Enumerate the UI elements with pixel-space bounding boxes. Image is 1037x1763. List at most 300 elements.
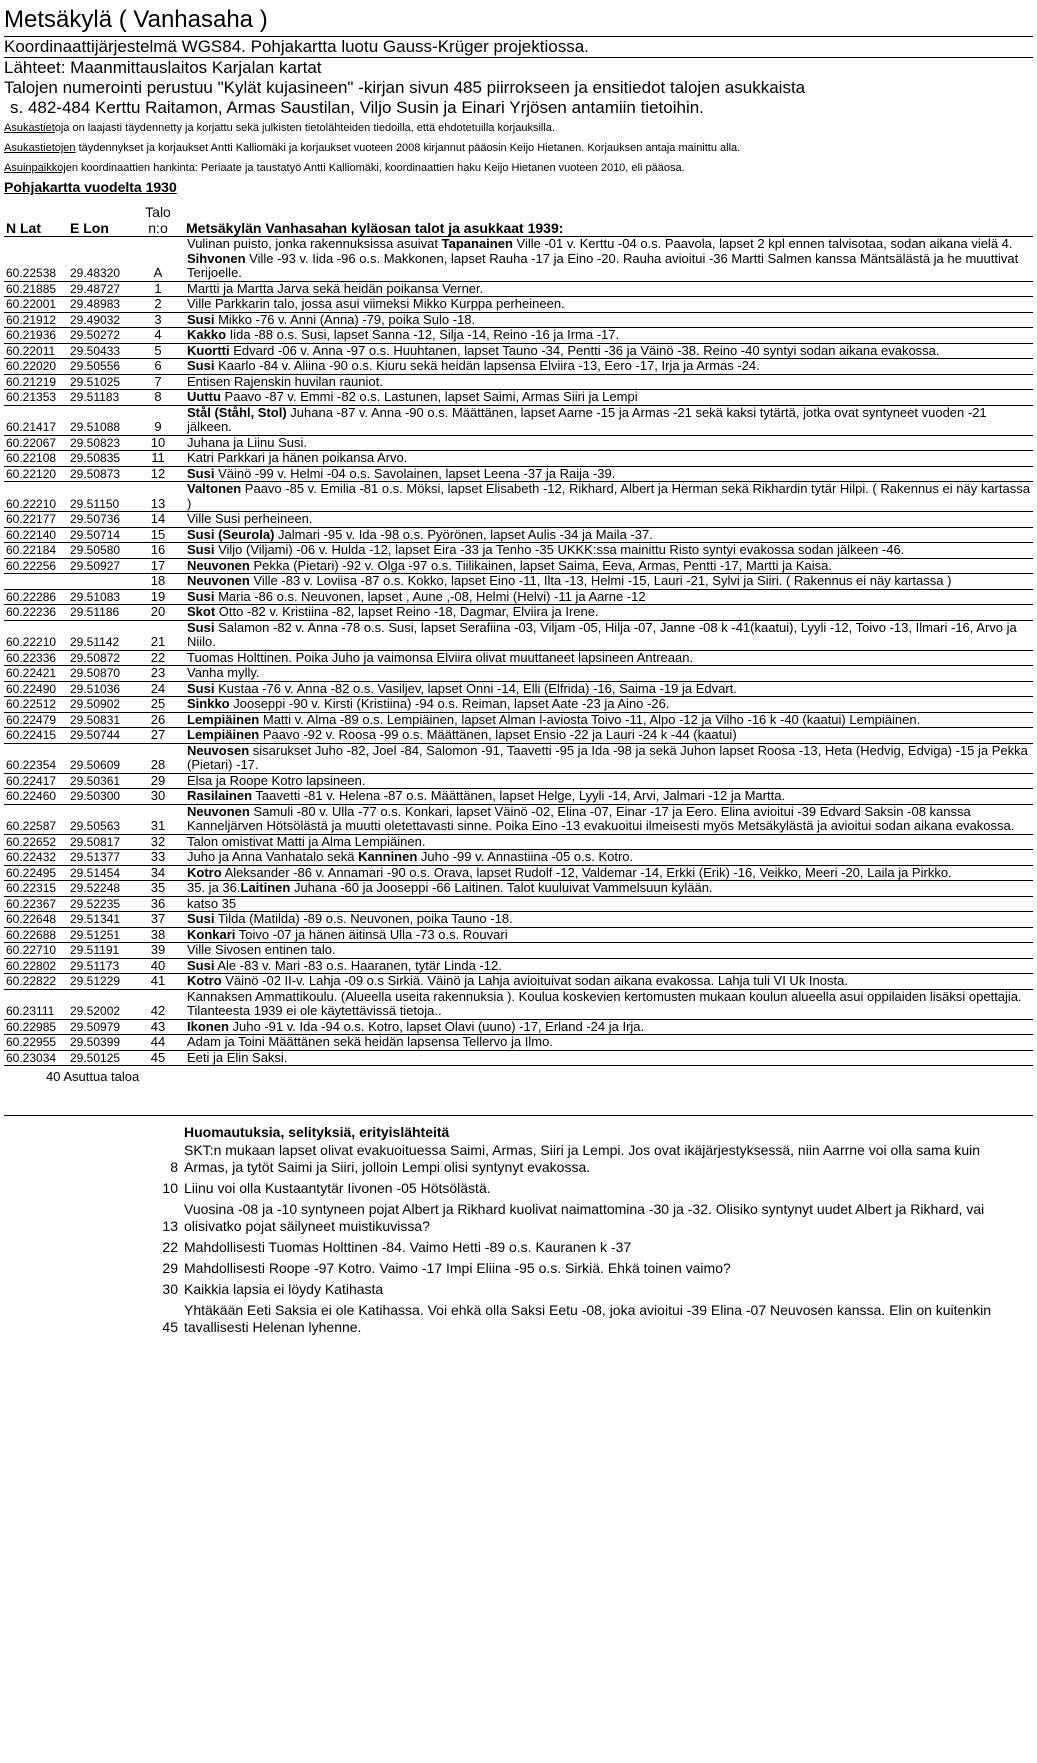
note-text: Liinu voi olla Kustaantytär Iivonen -05 Hötsölästä. <box>184 1179 491 1196</box>
cell-residents <box>184 666 1033 682</box>
table-row <box>4 865 1033 881</box>
resident-text: Juho -91 v. Ida -94 o.s. Kotro, lapset Olavi (uuno) -17, Erland -24 ja Irja. <box>228 1018 645 1034</box>
cell-house-no: 4 <box>132 328 184 344</box>
resident-text: Pekka (Pietari) -92 v. Olga -97 o.s. Tiilikainen, lapset Saima, Eeva, Armas, Pentti -17, Martti ja Kaisa. <box>249 557 832 573</box>
cell-residents <box>184 281 1033 297</box>
cell-house-no: 9 <box>132 405 184 435</box>
table-row <box>4 312 1033 328</box>
family-name: Susi <box>187 542 215 557</box>
family-name: Susi <box>187 358 215 373</box>
family-name: Susi <box>187 465 215 481</box>
cell-lat: 60.22001 <box>4 297 68 313</box>
cell-house-no: 24 <box>132 681 184 697</box>
cell-house-no: 43 <box>132 1019 184 1035</box>
cell-house-no: 37 <box>132 912 184 928</box>
cell-residents <box>184 896 1033 912</box>
table-row <box>4 927 1033 943</box>
cell-house-no: 5 <box>132 343 184 359</box>
cell-lat: 60.22140 <box>4 527 68 543</box>
cell-house-no: 44 <box>132 1035 184 1051</box>
cell-residents <box>184 850 1033 866</box>
resident-text: Adam ja Toini Määttänen sekä heidän lapsensa Tellervo ja Ilmo. <box>187 1034 553 1049</box>
cell-residents <box>184 728 1033 744</box>
family-name: Uuttu <box>187 389 221 404</box>
table-row <box>4 589 1033 605</box>
table-row <box>4 466 1033 482</box>
resident-text: 35. ja 36. <box>187 880 241 895</box>
cell-house-no: 14 <box>132 512 184 528</box>
table-row <box>4 834 1033 850</box>
cell-house-no: A <box>132 237 184 282</box>
cell-lon: 29.50823 <box>68 435 132 451</box>
cell-house-no: 30 <box>132 789 184 805</box>
resident-text: Viljo (Viljami) -06 v. Hulda -12, lapset Eira -33 ja Tenho -35 UKKK:ssa mainittu Risto syntyi evakossa sodan jälkeen -46. <box>214 542 905 557</box>
cell-lat <box>4 574 68 590</box>
family-name: Sinkko <box>187 696 230 711</box>
cell-house-no: 27 <box>132 728 184 744</box>
cell-lon: 29.50361 <box>68 773 132 789</box>
cell-lon: 29.51183 <box>68 390 132 406</box>
note-item <box>162 1301 1033 1336</box>
resident-text: Entisen Rajenskin huvilan rauniot. <box>187 373 383 389</box>
cell-residents <box>184 343 1033 359</box>
note-house-no: 13 <box>162 1217 178 1234</box>
cell-house-no: 2 <box>132 297 184 313</box>
note-item <box>162 1179 1033 1197</box>
cell-lat: 60.21912 <box>4 312 68 328</box>
cell-lat: 60.22490 <box>4 681 68 697</box>
note-text: Vuosina -08 ja -10 syntyneen pojat Albert ja Rikhard kuolivat naimattomina -30 ja -32. Olisiko syntynyt uudet Albert ja Rikhard, vai olisivatko pojat säilyneet muistikuvissa? <box>184 1200 985 1234</box>
table-row <box>4 390 1033 406</box>
cell-residents <box>184 989 1033 1019</box>
cell-house-no: 3 <box>132 312 184 328</box>
table-row <box>4 958 1033 974</box>
notes-section <box>162 1123 1033 1336</box>
resident-text: Edvard -06 v. Anna -97 o.s. Huuhtanen, lapset Tauno -34, Pentti -36 ja Väinö -38. Reino -40 syntyi sodan aikana evakossa. <box>229 342 940 358</box>
family-name: Stål (Ståhl, Stol) <box>187 404 287 420</box>
cell-lon: 29.52248 <box>68 881 132 897</box>
cell-lon: 29.52235 <box>68 896 132 912</box>
cell-house-no: 7 <box>132 374 184 390</box>
cell-lon: 29.51377 <box>68 850 132 866</box>
table-row <box>4 543 1033 559</box>
cell-house-no: 31 <box>132 804 184 834</box>
resident-text: Paavo -85 v. Emilia -81 o.s. Möksi, lapset Elisabeth -12, Rikhard, Albert ja Herman sekä Rikhardin tytär Hilpi. ( Rakennus ei näy kartassa ) <box>187 481 1030 511</box>
cell-lon: 29.50979 <box>68 1019 132 1035</box>
cell-house-no: 23 <box>132 666 184 682</box>
cell-residents <box>184 527 1033 543</box>
cell-lat: 60.22336 <box>4 650 68 666</box>
note-text: Mahdollisesti Tuomas Holttinen -84. Vaimo Hetti -89 o.s. Kauranen k -37 <box>184 1238 632 1255</box>
cell-house-no: 38 <box>132 927 184 943</box>
cell-house-no: 42 <box>132 989 184 1019</box>
cell-lon: 29.50272 <box>68 328 132 344</box>
cell-house-no: 39 <box>132 943 184 959</box>
resident-text: Samuli -80 v. Ulla -77 o.s. Konkari, lapset Väinö -02, Elina -07, Einar -17 ja Eero. Elina avioitui -39 Edvard Saksin -08 kanssa Kanneljärven Hötsölästä ja muutti oletettavasti sinne. Poika Eino -13 evakuoitui ilmeisesti myös Metsäkylästä ja avioitui sodan aikana evakossa. <box>187 803 1015 833</box>
table-row <box>4 697 1033 713</box>
cell-lon: 29.48983 <box>68 297 132 313</box>
resident-text: katso 35 <box>187 895 237 911</box>
cell-residents <box>184 912 1033 928</box>
cell-residents <box>184 927 1033 943</box>
cell-house-no: 11 <box>132 451 184 467</box>
resident-text: Katri Parkkari ja hänen poikansa Arvo. <box>187 450 408 465</box>
col-header-lat: N Lat <box>4 204 68 237</box>
info-line <box>4 138 1033 158</box>
cell-residents <box>184 605 1033 621</box>
note-house-no: 10 <box>162 1179 178 1196</box>
cell-lat: 60.22417 <box>4 773 68 789</box>
cell-lon <box>68 574 132 590</box>
header-line: Koordinaattijärjestelmä WGS84. Pohjakartta luotu Gauss-Krüger projektiossa. <box>4 37 589 56</box>
cell-residents <box>184 543 1033 559</box>
cell-residents <box>184 804 1033 834</box>
cell-residents <box>184 650 1033 666</box>
cell-lat: 60.22210 <box>4 620 68 650</box>
family-name: Susi <box>187 957 215 973</box>
resident-text: Juhana ja Liinu Susi. <box>187 434 307 450</box>
cell-lat: 60.23111 <box>4 989 68 1019</box>
note-item <box>162 1238 1033 1256</box>
table-row <box>4 974 1033 990</box>
resident-text: Juho -99 v. Annastiina -05 o.s. Kotro. <box>417 849 634 864</box>
family-name: Susi (Seurola) <box>187 526 275 542</box>
table-row <box>4 943 1033 959</box>
resident-text: Martti ja Martta Jarva sekä heidän poikansa Verner. <box>187 280 484 296</box>
cell-house-no: 16 <box>132 543 184 559</box>
family-name: Lempiäinen <box>187 711 260 727</box>
table-row <box>4 850 1033 866</box>
notes-divider <box>4 1115 1033 1116</box>
cell-lat: 60.22955 <box>4 1035 68 1051</box>
cell-lat: 60.22512 <box>4 697 68 713</box>
cell-lat: 60.22011 <box>4 343 68 359</box>
cell-lon: 29.50831 <box>68 712 132 728</box>
cell-lat: 60.21936 <box>4 328 68 344</box>
resident-text: Jooseppi -90 v. Kirsti (Kristiina) -94 o.s. Reiman, lapset Aate -23 ja Aino -26. <box>229 696 670 711</box>
table-row <box>4 343 1033 359</box>
resident-text: Ville -01 v. Kerttu -04 o.s. Paavola, lapset 2 kpl ennen talvisotaa, sodan aikana vielä 4. <box>512 236 1013 251</box>
col-header-lon: E Lon <box>68 204 132 237</box>
cell-residents <box>184 297 1033 313</box>
table-row <box>4 328 1033 344</box>
cell-lat: 60.22710 <box>4 943 68 959</box>
cell-lat: 60.22652 <box>4 834 68 850</box>
table-row <box>4 527 1033 543</box>
cell-residents <box>184 405 1033 435</box>
info-line <box>4 158 1033 178</box>
resident-text: Toivo -07 ja hänen äitinsä Ulla -73 o.s. Rouvari <box>235 926 508 942</box>
cell-lon: 29.51229 <box>68 974 132 990</box>
cell-house-no: 15 <box>132 527 184 543</box>
cell-residents <box>184 881 1033 897</box>
note-text: Yhtäkään Eeti Saksia ei ole Katihassa. Voi ehkä olla Saksi Eetu -08, joka avioitui -39 Elina -07 Neuvosen kanssa. Elin on kuitenkin tavallisesti Helenan lyhenne. <box>184 1301 992 1335</box>
cell-house-no: 21 <box>132 620 184 650</box>
table-row <box>4 359 1033 375</box>
family-name: Valtonen <box>187 481 242 496</box>
cell-lat: 60.22256 <box>4 558 68 574</box>
cell-residents <box>184 435 1033 451</box>
resident-text: Jalmari -95 v. Ida -98 o.s. Pyörönen, lapset Aulis -34 ja Maila -37. <box>274 526 653 542</box>
table-row <box>4 1019 1033 1035</box>
family-name: Susi <box>187 911 215 926</box>
cell-house-no: 41 <box>132 974 184 990</box>
table-header-row <box>4 204 1033 237</box>
table-row <box>4 681 1033 697</box>
cell-lon: 29.50736 <box>68 512 132 528</box>
resident-text: Kaarlo -84 v. Aliina -90 o.s. Kiuru sekä heidän lapsensa Elviira -13, Eero -17, Irja ja Armas -24. <box>214 358 760 373</box>
family-name: Kanninen <box>358 849 418 864</box>
note-text: Mahdollisesti Roope -97 Kotro. Vaimo -17 Impi Eliina -95 o.s. Sirkiä. Ehkä toinen vaimo? <box>184 1259 731 1276</box>
resident-text: Ville -83 v. Loviisa -87 o.s. Kokko, lapset Eino -11, Ilta -13, Helmi -15, Lauri -21, Sylvi ja Siiri. ( Rakennus ei näy kartassa ) <box>249 573 952 588</box>
resident-text: Kannaksen Ammattikoulu. (Alueella useita rakennuksia ). Koulua koskevien kertomusten mukaan koulun alueella asui oppilaiden lisäksi opettajia. Tilanteesta 1939 ei ole käytettävissä tietoja.. <box>187 988 1022 1018</box>
info-line-underlined: Asukastietojen <box>4 142 76 154</box>
cell-lat: 60.22184 <box>4 543 68 559</box>
resident-text: Eeti ja Elin Saksi. <box>187 1049 288 1065</box>
resident-text: Väinö -02 II-v. Lahja -09 o.s Sirkiä. Väinö ja Lahja avioituivat sodan aikana evakossa. Lahja tuli VI Uk Inosta. <box>221 973 848 988</box>
cell-lon: 29.51341 <box>68 912 132 928</box>
table-row <box>4 451 1033 467</box>
table-row <box>4 620 1033 650</box>
table-row <box>4 482 1033 512</box>
cell-lat: 60.22802 <box>4 958 68 974</box>
table-row <box>4 512 1033 528</box>
cell-lat: 60.22367 <box>4 896 68 912</box>
cell-lat: 60.22495 <box>4 865 68 881</box>
cell-lon: 29.50744 <box>68 728 132 744</box>
cell-lat: 60.22020 <box>4 359 68 375</box>
page-title: Metsäkylä ( Vanhasaha ) <box>4 6 268 33</box>
houses-table-body <box>4 237 1033 1085</box>
cell-residents <box>184 466 1033 482</box>
cell-house-no: 22 <box>132 650 184 666</box>
table-row <box>4 789 1033 805</box>
cell-lon: 29.50873 <box>68 466 132 482</box>
family-name: Neuvonen <box>187 557 250 573</box>
cell-residents <box>184 789 1033 805</box>
info-line-underlined: Asukastiet <box>4 122 55 134</box>
family-name: Susi <box>187 311 215 327</box>
note-house-no: 22 <box>162 1238 178 1255</box>
table-row <box>4 1050 1033 1066</box>
cell-lat: 60.22587 <box>4 804 68 834</box>
cell-house-no: 35 <box>132 881 184 897</box>
info-line <box>4 118 1033 138</box>
cell-residents <box>184 512 1033 528</box>
cell-residents <box>184 390 1033 406</box>
cell-house-no: 10 <box>132 435 184 451</box>
family-name: Rasilainen <box>187 788 253 803</box>
cell-lat: 60.22822 <box>4 974 68 990</box>
note-house-no: 45 <box>162 1318 178 1335</box>
family-name: Kotro <box>187 864 222 880</box>
info-line-underlined: Asuinpaikkoj <box>4 162 66 174</box>
cell-lon: 29.50927 <box>68 558 132 574</box>
cell-lat: 60.22236 <box>4 605 68 621</box>
cell-lon: 29.50714 <box>68 527 132 543</box>
cell-lon: 29.50399 <box>68 1035 132 1051</box>
notes-title: Huomautuksia, selityksiä, erityislähteitä <box>184 1123 450 1140</box>
resident-text: Kustaa -76 v. Anna -82 o.s. Vasiljev, lapset Onni -14, Elli (Elfrida) -16, Saima -19 ja Edvart. <box>214 680 737 696</box>
cell-lon: 29.48320 <box>68 237 132 282</box>
cell-residents <box>184 574 1033 590</box>
table-row <box>4 1035 1033 1051</box>
table-row <box>4 435 1033 451</box>
info-line-rest: täydennykset ja korjaukset Antti Kalliomäki ja korjaukset vuoteen 2008 kirjannut pääosin Keijo Hietanen. Korjauksen antaja mainittu alla. <box>75 142 741 154</box>
family-name: Susi <box>187 588 215 604</box>
cell-lat: 60.22286 <box>4 589 68 605</box>
cell-house-no: 26 <box>132 712 184 728</box>
cell-lon: 29.51083 <box>68 589 132 605</box>
cell-house-no: 19 <box>132 589 184 605</box>
resident-text: Vulinan puisto, jonka rakennuksissa asuivat <box>187 236 442 251</box>
family-name: Tapanainen <box>441 236 513 251</box>
cell-residents <box>184 712 1033 728</box>
resident-text: Maria -86 o.s. Neuvonen, lapset , Aune ,-08, Helmi (Helvi) -11 ja Aarne -12 <box>214 588 646 604</box>
cell-lat: 60.22108 <box>4 451 68 467</box>
family-name: Ikonen <box>187 1018 229 1034</box>
resident-text: Iida -88 o.s. Susi, lapset Sanna -12, Silja -14, Reino -16 ja Irma -17. <box>226 327 620 342</box>
family-name: Neuvonen <box>187 803 250 819</box>
cell-residents <box>184 1035 1033 1051</box>
resident-text: Taavetti -81 v. Helena -87 o.s. Määttänen, lapset Helge, Lyyli -14, Arvi, Jalmari -12 ja Martta. <box>252 788 786 803</box>
resident-text: Ville Sivosen entinen talo. <box>187 942 336 957</box>
header-line: s. 482-484 Kerttu Raitamon, Armas Saustilan, Viljo Susin ja Einari Yrjösen antamiin tietoihin. <box>10 98 704 117</box>
table-row <box>4 281 1033 297</box>
family-name: Skot <box>187 604 216 619</box>
cell-house-no: 13 <box>132 482 184 512</box>
family-name: Neuvonen <box>187 573 250 588</box>
cell-lat: 60.22415 <box>4 728 68 744</box>
resident-text: Paavo -87 v. Emmi -82 o.s. Lastunen, lapset Saimi, Armas Siiri ja Lempi <box>220 389 638 404</box>
resident-text: Mikko -76 v. Anni (Anna) -79, poika Sulo -18. <box>214 311 476 327</box>
table-row <box>4 374 1033 390</box>
resident-text: Salamon -82 v. Anna -78 o.s. Susi, lapset Serafiina -03, Viljam -05, Hilja -07, Janne -08 k -41(kaatui), Lyyli -12, Toivo -13, Ilmari -16, Arvo ja Niilo. <box>187 619 1017 649</box>
cell-house-no: 28 <box>132 743 184 773</box>
cell-house-no: 12 <box>132 466 184 482</box>
cell-lat: 60.22985 <box>4 1019 68 1035</box>
family-name: Sihvonen <box>187 250 246 266</box>
cell-lon: 29.50580 <box>68 543 132 559</box>
cell-lon: 29.50125 <box>68 1050 132 1066</box>
cell-house-no: 33 <box>132 850 184 866</box>
family-name: Kotro <box>187 973 222 988</box>
cell-lon: 29.51150 <box>68 482 132 512</box>
cell-lon: 29.51088 <box>68 405 132 435</box>
cell-residents <box>184 589 1033 605</box>
resident-text: Talon omistivat Matti ja Alma Lempiäinen. <box>187 833 426 849</box>
cell-lon: 29.51173 <box>68 958 132 974</box>
table-row <box>4 804 1033 834</box>
cell-house-no: 8 <box>132 390 184 406</box>
resident-text: Väinö -99 v. Helmi -04 o.s. Savolainen, lapset Leena -37 ja Raija -39. <box>214 465 616 481</box>
cell-residents <box>184 237 1033 282</box>
note-text: SKT:n mukaan lapset olivat evakuoituessa Saimi, Armas, Siiri ja Lempi. Jos ovat ikäjärjestyksessä, niin Aarrne voi olla sama kuin Armas, ja tytöt Saimi ja Siiri, jolloin Lempi olisi syntynyt evakossa. <box>184 1141 981 1175</box>
resident-text: Juho ja Anna Vanhatalo sekä <box>187 849 359 864</box>
table-row <box>4 297 1033 313</box>
header-line: Lähteet: Maanmittauslaitos Karjalan kartat <box>4 58 322 77</box>
family-name: Susi <box>187 680 215 696</box>
cell-lat: 60.22177 <box>4 512 68 528</box>
cell-lat: 60.22538 <box>4 237 68 282</box>
table-row <box>4 237 1033 282</box>
resident-text: Tuomas Holttinen. Poika Juho ja vaimonsa Elviira olivat muuttaneet lapsineen Antreaan. <box>187 649 694 665</box>
note-text: Kaikkia lapsia ei löydy Katihasta <box>184 1280 384 1297</box>
note-house-no: 30 <box>162 1280 178 1297</box>
resident-text: Aleksander -86 v. Annamari -90 o.s. Orava, lapset Rudolf -12, Valdemar -14, Erkki (Erik) -16, Veikko, Meeri -20, Laila ja Pirkko. <box>221 864 952 880</box>
family-name: Susi <box>187 619 215 635</box>
cell-lon: 29.51036 <box>68 681 132 697</box>
cell-house-no: 36 <box>132 896 184 912</box>
cell-house-no: 40 <box>132 958 184 974</box>
cell-lat: 60.22210 <box>4 482 68 512</box>
cell-lon: 29.50870 <box>68 666 132 682</box>
cell-lon: 29.50902 <box>68 697 132 713</box>
cell-lon: 29.50835 <box>68 451 132 467</box>
cell-lat: 60.22432 <box>4 850 68 866</box>
cell-lon: 29.48727 <box>68 281 132 297</box>
cell-residents <box>184 1019 1033 1035</box>
cell-house-no: 6 <box>132 359 184 375</box>
cell-residents <box>184 943 1033 959</box>
header-line: Talojen numerointi perustuu "Kylät kujasineen" -kirjan sivun 485 piirrokseen ja ensitiedot talojen asukkaista <box>4 78 806 97</box>
cell-house-no: 45 <box>132 1050 184 1066</box>
cell-residents <box>184 558 1033 574</box>
family-name: Laitinen <box>240 880 291 895</box>
cell-lat: 60.21417 <box>4 405 68 435</box>
notes-list <box>162 1141 1033 1336</box>
cell-residents <box>184 312 1033 328</box>
table-row <box>4 574 1033 590</box>
info-line-rest: en koordinaattien hankinta: Periaate ja taustatyö Antti Kalliomäki, koordinaattien haku Keijo Hietanen vuoteen 2010, eli pääosa. <box>65 162 685 174</box>
family-name: Kakko <box>187 327 227 342</box>
resident-text: sisarukset Juho -82, Joel -84, Salomon -91, Taavetti -95 ja Ida -98 ja sekä Juhon lapset Roosa -13, Heta (Hedvig, Edviga) -15 ja Pekka (Pietari) -17. <box>187 742 1028 772</box>
cell-residents <box>184 834 1033 850</box>
cell-lat: 60.21353 <box>4 390 68 406</box>
resident-text: Ville Parkkarin talo, jossa asui viimeksi Mikko Kurppa perheineen. <box>187 296 565 311</box>
cell-house-no: 32 <box>132 834 184 850</box>
resident-text: Matti v. Alma -89 o.s. Lempiäinen, lapset Alman l-aviosta Toivo -11, Alpo -12 ja Vilho -16 k -40 (kaatui) Lempiäinen. <box>259 711 921 727</box>
resident-text: Elsa ja Roope Kotro lapsineen. <box>187 772 366 788</box>
cell-lon: 29.50817 <box>68 834 132 850</box>
table-row <box>4 773 1033 789</box>
cell-lon: 29.50609 <box>68 743 132 773</box>
note-item <box>162 1200 1033 1235</box>
note-item <box>170 1141 1033 1176</box>
cell-lon: 29.51454 <box>68 865 132 881</box>
table-row <box>4 728 1033 744</box>
cell-lon: 29.50872 <box>68 650 132 666</box>
resident-text: Otto -82 v. Kristiina -82, lapset Reino -18, Dagmar, Elviira ja Irene. <box>215 604 599 619</box>
cell-lat: 60.22460 <box>4 789 68 805</box>
cell-residents <box>184 697 1033 713</box>
cell-house-no: 25 <box>132 697 184 713</box>
family-name: Lempiäinen <box>187 727 260 742</box>
info-line-rest: oja on laajasti täydennetty ja korjattu sekä julkisten tietolähteiden tiedoilla, että ehdotetuilla korjauksilla. <box>54 122 555 134</box>
cell-residents <box>184 451 1033 467</box>
cell-house-no: 18 <box>132 574 184 590</box>
cell-lat: 60.22688 <box>4 927 68 943</box>
table-row <box>4 881 1033 897</box>
cell-residents <box>184 359 1033 375</box>
cell-lon: 29.51191 <box>68 943 132 959</box>
cell-lat: 60.21219 <box>4 374 68 390</box>
inhabited-count: 40 Asuttua taloa <box>46 1069 140 1084</box>
base-map-label: Pohjakartta vuodelta 1930 <box>4 179 177 195</box>
resident-text: Ville -93 v. Iida -96 o.s. Makkonen, lapset Rauha -17 ja Eino -20. Rauha avioitui -36 Martti Salmen kanssa Mäntsälästä ja he muuttivat Terijoelle. <box>187 250 1019 280</box>
cell-residents <box>184 374 1033 390</box>
cell-lat: 60.22421 <box>4 666 68 682</box>
